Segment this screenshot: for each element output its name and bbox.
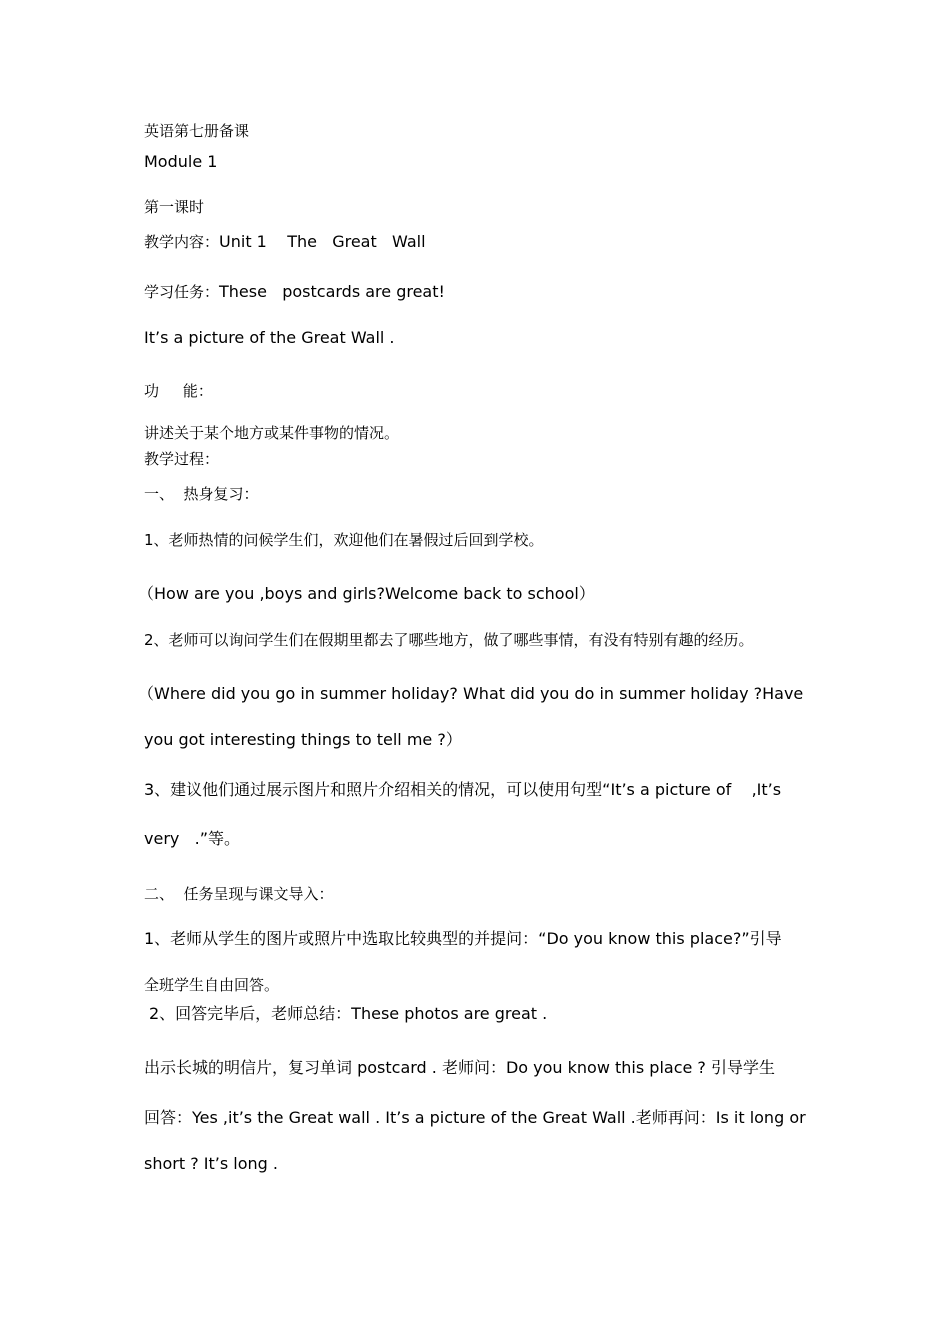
section-2-paragraph-1: 出示长城的明信片，复习单词 postcard . 老师问：Do you know this place ? 引导学生	[144, 1058, 775, 1077]
section-2-item-1-a: 1、老师从学生的图片或照片中选取比较典型的并提问：“Do you know this place?”引导	[144, 929, 782, 948]
section-1-item-1: 1、老师热情的问候学生们，欢迎他们在暑假过后回到学校。	[144, 531, 544, 549]
content-label: 教学内容：	[144, 233, 220, 251]
section-2-item-2: 2、回答完毕后，老师总结：These photos are great .	[149, 1004, 548, 1023]
task-value: These postcards are great!	[219, 282, 445, 301]
task-line-2: It’s a picture of the Great Wall .	[144, 328, 395, 347]
section-1-title: 一、 热身复习：	[144, 485, 259, 503]
section-1-item-2-english-a: （Where did you go in summer holiday? What did you do in summer holiday ?Have	[138, 684, 804, 703]
content-line	[144, 232, 426, 252]
section-2-paragraph-3: short ? It’s long .	[144, 1154, 278, 1173]
section-1-item-1-english: （How are you ,boys and girls?Welcome back to school）	[138, 584, 595, 603]
section-1-item-2-english-b: you got interesting things to tell me ?）	[144, 730, 462, 749]
function-description: 讲述关于某个地方或某件事物的情况。	[144, 424, 400, 442]
section-1-item-3-a: 3、建议他们通过展示图片和照片介绍相关的情况，可以使用句型“It’s a picture of ,It’s	[144, 780, 782, 799]
document-title: 英语第七册备课	[144, 122, 250, 140]
process-label: 教学过程：	[144, 450, 220, 468]
function-label: 功 能：	[144, 382, 213, 400]
section-1-item-2: 2、老师可以询问学生们在假期里都去了哪些地方，做了哪些事情，有没有特别有趣的经历。	[144, 631, 754, 649]
section-2-item-1-b: 全班学生自由回答。	[144, 976, 280, 994]
section-2-paragraph-2: 回答：Yes ,it’s the Great wall . It’s a picture of the Great Wall .老师再问：Is it long or	[144, 1108, 806, 1127]
task-line	[144, 282, 445, 302]
section-1-item-3-b: very .”等。	[144, 829, 240, 848]
content-value: Unit 1 The Great Wall	[219, 232, 426, 251]
lesson-heading: 第一课时	[144, 198, 205, 216]
module-heading: Module 1	[144, 152, 218, 171]
task-label: 学习任务：	[144, 283, 220, 301]
section-2-title: 二、 任务呈现与课文导入：	[144, 885, 334, 903]
